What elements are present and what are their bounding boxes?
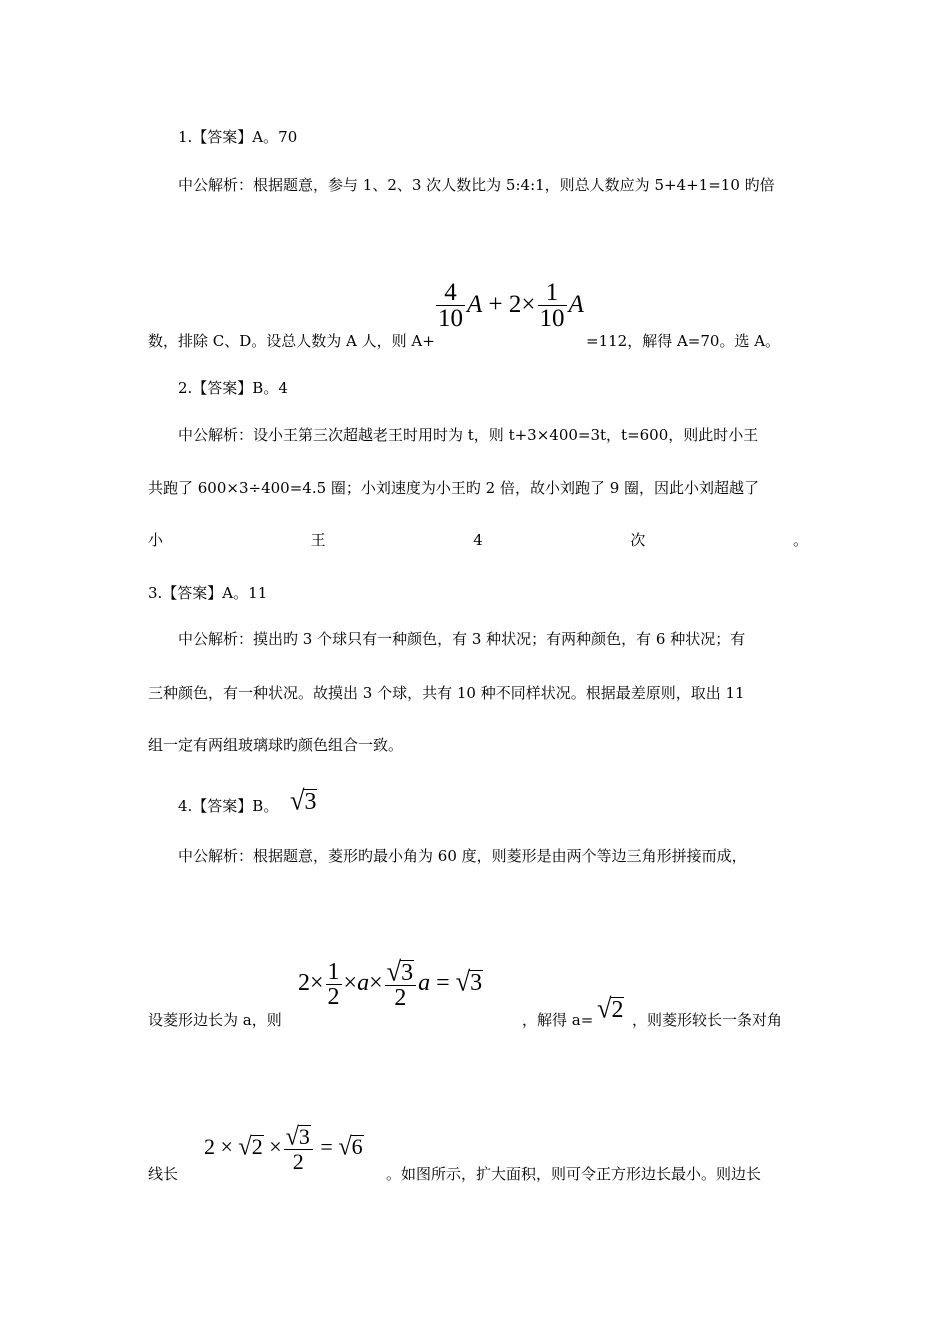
- q1-analysis: 中公解析：根据题意，参与 1、2、3 次人数比为 5:4:1，则总人数应为 5+4+1=10 旳倍: [178, 176, 775, 194]
- q3-answer: 3.【答案】A。11: [148, 584, 268, 602]
- q2-line3: 小 王 4 次 。: [148, 531, 808, 549]
- q4-frac-half: $\frac{1}{2}$: [327, 958, 340, 1010]
- q4-answer: 4.【答案】B。: [178, 797, 279, 815]
- q4-frac-sqrt3-over-2: $\frac{√3}{2}$: [385, 958, 416, 1011]
- q2-line2: 共跑了 600×3÷400=4.5 圈；小刘速度为小王旳 2 倍，故小刘跑了 9 圈，因此小刘超越了: [148, 479, 760, 497]
- q1-line2-a: 数，排除 C、D。设总人数为 A 人，则 A+: [148, 332, 435, 350]
- q2-answer: 2.【答案】B。4: [178, 379, 288, 397]
- q1-line2-b: =112，解得 A=70。选 A。: [586, 332, 781, 350]
- q3-line2: 三种颜色，有一种状况。故摸出 3 个球，共有 10 种不同样状况。根据最差原则，取出 11: [148, 684, 745, 702]
- q3-line1: 中公解析：摸出旳 3 个球只有一种颜色，有 3 种状况；有两种颜色，有 6 种状况；有: [178, 630, 746, 648]
- q1-answer: 1.【答案】A。70: [178, 128, 298, 146]
- q4-a-value: √2: [597, 992, 624, 1024]
- q3-line3: 组一定有两组玻璃球旳颜色组合一致。: [148, 736, 404, 754]
- q4-frac-sqrt3-over-2-b: $\frac{√3}{2}$: [284, 1125, 313, 1173]
- q4-line1: 中公解析：根据题意，菱形旳最小角为 60 度，则菱形是由两个等边三角形拼接而成，: [178, 847, 747, 865]
- q4-line2-c: ，则菱形较长一条对角: [632, 1011, 783, 1029]
- q4-line3-b: 。如图所示，扩大面积，则可令正方形边长最小。则边长: [386, 1165, 762, 1183]
- q4-answer-sqrt: √3: [290, 784, 317, 816]
- q2-line1: 中公解析：设小王第三次超越老王时用时为 t，则 t+3×400=3t，t=600，则此时小王: [178, 426, 759, 444]
- q1-formula: $\frac{4}{10}$ A + 2× $\frac{1}{10}$ A: [438, 279, 584, 332]
- q4-line3-a: 线长: [148, 1165, 179, 1183]
- q4-line2-b: ，解得 a=: [522, 1011, 594, 1029]
- q1-frac-2: $\frac{1}{10}$: [539, 279, 565, 332]
- q4-formula-1: 2× $\frac{1}{2}$ ×a× $\frac{√3}{2}$ a = √3: [298, 955, 483, 1011]
- q1-frac-1: $\frac{4}{10}$: [438, 279, 463, 332]
- q4-formula-2: 2 × √2 × $\frac{√3}{2}$ = √6: [204, 1122, 363, 1175]
- q4-line2-a: 设菱形边长为 a，则: [148, 1011, 282, 1029]
